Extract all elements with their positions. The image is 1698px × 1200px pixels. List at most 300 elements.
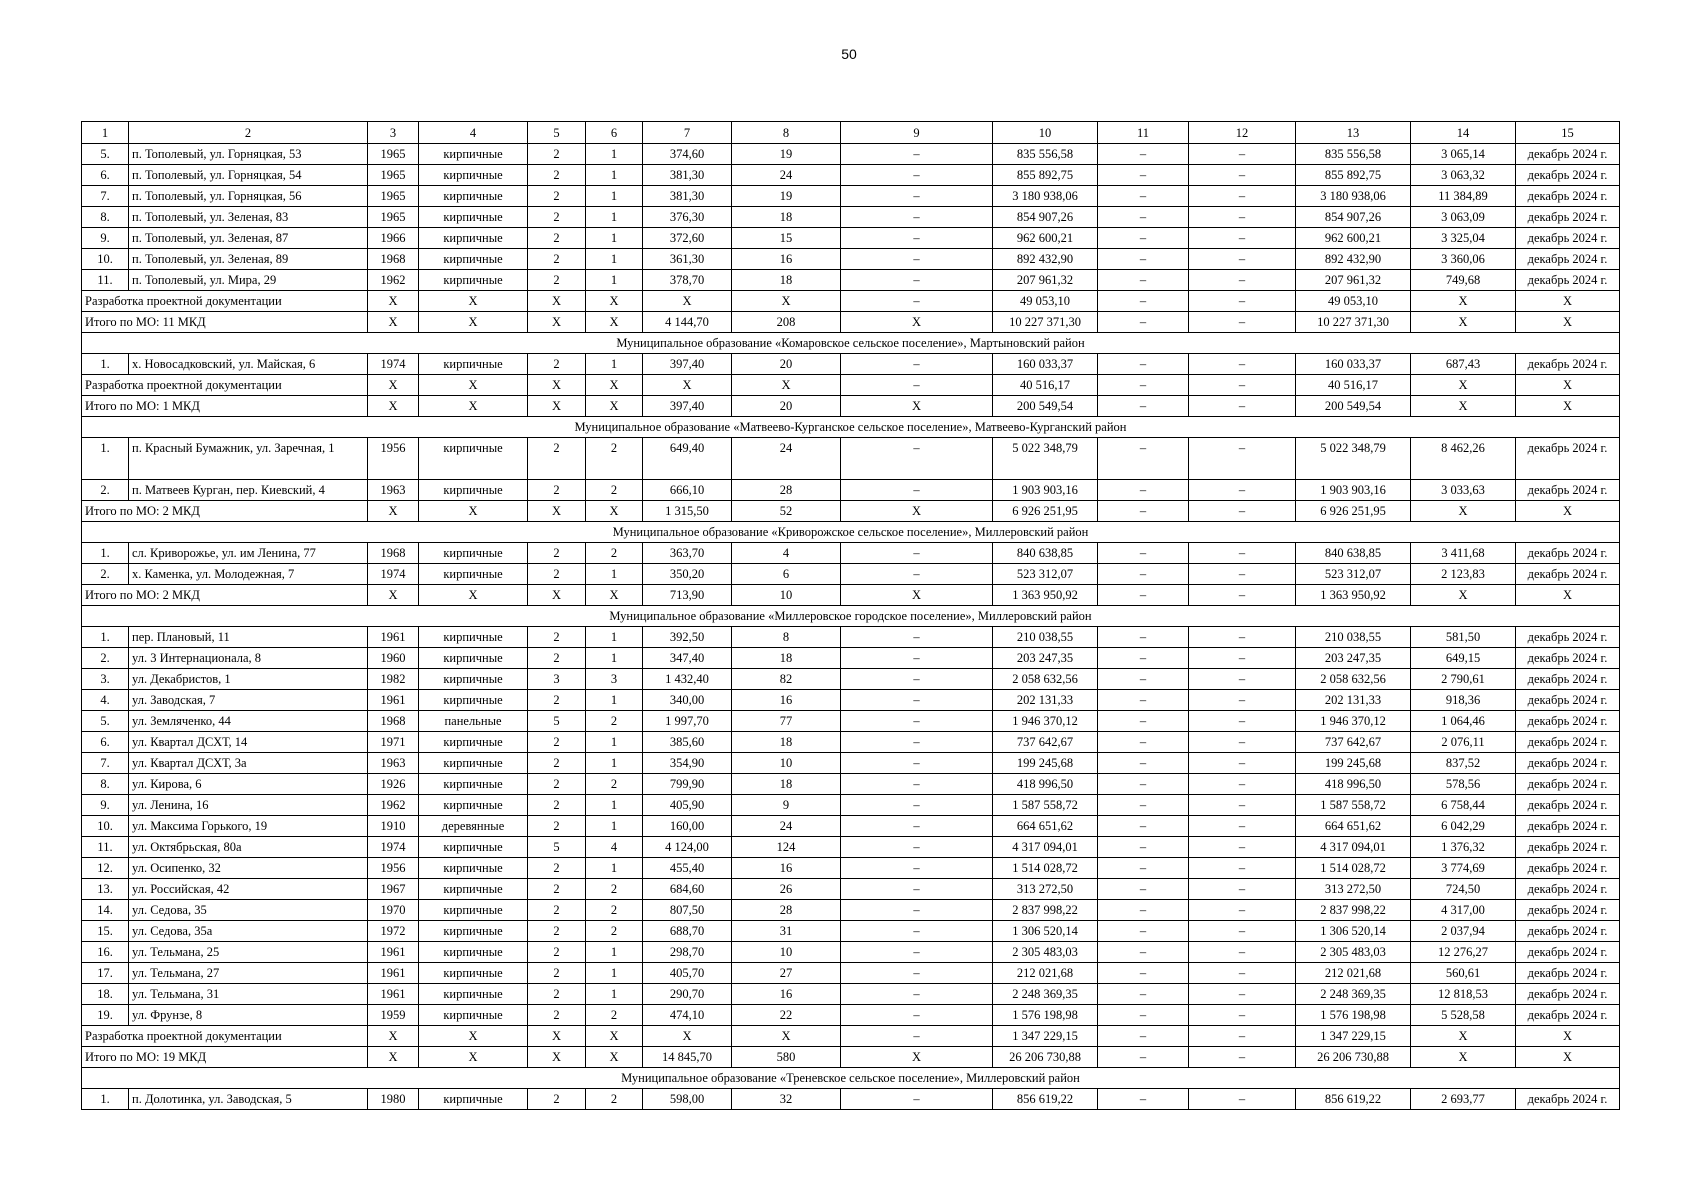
summary-value-cell: X (1516, 585, 1620, 606)
building-row (82, 669, 1620, 690)
residents-cell: 77 (732, 711, 841, 732)
area-cell: 397,40 (643, 354, 732, 375)
cost-regional-cell: 737 642,67 (1296, 732, 1411, 753)
col-11-value-cell: – (1098, 207, 1189, 228)
cost-regional-cell: 4 317 094,01 (1296, 837, 1411, 858)
residents-cell: 18 (732, 207, 841, 228)
area-cell: 405,70 (643, 963, 732, 984)
col-12-value-cell: – (1189, 648, 1296, 669)
address-cell: ул. Тельмана, 31 (129, 984, 368, 1005)
residents-cell: 20 (732, 354, 841, 375)
col-11-value-cell: – (1098, 732, 1189, 753)
entrances-cell: 1 (586, 858, 643, 879)
completion-date-cell: декабрь 2024 г. (1516, 774, 1620, 795)
summary-value-cell: 10 227 371,30 (993, 312, 1098, 333)
entrances-cell: 1 (586, 165, 643, 186)
entrances-cell: 1 (586, 753, 643, 774)
col-11-value-cell: – (1098, 711, 1189, 732)
building-row (82, 795, 1620, 816)
cost-total-cell: 664 651,62 (993, 816, 1098, 837)
col-9-value-cell: – (841, 438, 993, 480)
cost-total-cell: 418 996,50 (993, 774, 1098, 795)
completion-date-cell: декабрь 2024 г. (1516, 879, 1620, 900)
summary-value-cell: X (1516, 1026, 1620, 1047)
col-9-value-cell: – (841, 753, 993, 774)
cost-regional-cell: 840 638,85 (1296, 543, 1411, 564)
completion-date-cell: декабрь 2024 г. (1516, 900, 1620, 921)
wall-material-cell: кирпичные (419, 732, 528, 753)
building-row (82, 732, 1620, 753)
summary-value-cell: X (528, 375, 586, 396)
area-cell: 290,70 (643, 984, 732, 1005)
address-cell: сл. Криворожье, ул. им Ленина, 77 (129, 543, 368, 564)
col-9-value-cell: – (841, 837, 993, 858)
housing-registry-table (81, 121, 1620, 1110)
cost-total-cell: 1 946 370,12 (993, 711, 1098, 732)
summary-value-cell: X (368, 312, 419, 333)
floors-cell: 2 (528, 354, 586, 375)
page-number: 50 (841, 46, 857, 62)
area-cell: 666,10 (643, 480, 732, 501)
summary-value-cell: – (1189, 291, 1296, 312)
summary-value-cell: X (419, 312, 528, 333)
col-12-value-cell: – (1189, 774, 1296, 795)
col-9-value-cell: – (841, 144, 993, 165)
col-11-value-cell: – (1098, 942, 1189, 963)
completion-date-cell: декабрь 2024 г. (1516, 690, 1620, 711)
build-year-cell: 1910 (368, 816, 419, 837)
floors-cell: 2 (528, 795, 586, 816)
col-12-value-cell: – (1189, 165, 1296, 186)
col-12-value-cell: – (1189, 942, 1296, 963)
summary-label-cell: Итого по МО: 2 МКД (82, 501, 368, 522)
address-cell: п. Тополевый, ул. Зеленая, 87 (129, 228, 368, 249)
col-11-value-cell: – (1098, 858, 1189, 879)
summary-value-cell: 1 347 229,15 (993, 1026, 1098, 1047)
wall-material-cell: кирпичные (419, 774, 528, 795)
cost-total-cell: 856 619,22 (993, 1089, 1098, 1110)
entrances-cell: 2 (586, 900, 643, 921)
col-11-value-cell: – (1098, 837, 1189, 858)
row-number-cell: 1. (82, 627, 129, 648)
col-11-value-cell: – (1098, 795, 1189, 816)
municipality-section-title: Муниципальное образование «Треневское сельское поселение», Миллеровский район (82, 1068, 1620, 1089)
cost-total-cell: 855 892,75 (993, 165, 1098, 186)
col-11-value-cell: – (1098, 669, 1189, 690)
wall-material-cell: кирпичные (419, 270, 528, 291)
address-cell: х. Каменка, ул. Молодежная, 7 (129, 564, 368, 585)
row-number-cell: 6. (82, 732, 129, 753)
completion-date-cell: декабрь 2024 г. (1516, 711, 1620, 732)
cost-regional-cell: 160 033,37 (1296, 354, 1411, 375)
column-number-cell: 8 (732, 122, 841, 144)
row-number-cell: 3. (82, 669, 129, 690)
wall-material-cell: кирпичные (419, 984, 528, 1005)
building-row (82, 270, 1620, 291)
col-12-value-cell: – (1189, 1089, 1296, 1110)
entrances-cell: 1 (586, 984, 643, 1005)
summary-label-cell: Итого по МО: 11 МКД (82, 312, 368, 333)
summary-row (82, 501, 1620, 522)
cost-per-sqm-cell: 4 317,00 (1411, 900, 1516, 921)
row-number-cell: 8. (82, 207, 129, 228)
completion-date-cell: декабрь 2024 г. (1516, 543, 1620, 564)
address-cell: ул. Ленина, 16 (129, 795, 368, 816)
summary-value-cell: X (732, 1026, 841, 1047)
area-cell: 372,60 (643, 228, 732, 249)
row-number-cell: 5. (82, 711, 129, 732)
area-cell: 649,40 (643, 438, 732, 480)
completion-date-cell: декабрь 2024 г. (1516, 228, 1620, 249)
summary-value-cell: X (1516, 375, 1620, 396)
col-9-value-cell: – (841, 879, 993, 900)
cost-regional-cell: 418 996,50 (1296, 774, 1411, 795)
entrances-cell: 2 (586, 438, 643, 480)
wall-material-cell: кирпичные (419, 837, 528, 858)
wall-material-cell: кирпичные (419, 795, 528, 816)
summary-row (82, 585, 1620, 606)
summary-value-cell: 10 227 371,30 (1296, 312, 1411, 333)
row-number-cell: 11. (82, 837, 129, 858)
floors-cell: 2 (528, 879, 586, 900)
wall-material-cell: кирпичные (419, 1089, 528, 1110)
cost-total-cell: 1 576 198,98 (993, 1005, 1098, 1026)
building-row (82, 354, 1620, 375)
area-cell: 799,90 (643, 774, 732, 795)
cost-per-sqm-cell: 6 042,29 (1411, 816, 1516, 837)
cost-per-sqm-cell: 3 063,09 (1411, 207, 1516, 228)
wall-material-cell: деревянные (419, 816, 528, 837)
address-cell: п. Тополевый, ул. Зеленая, 83 (129, 207, 368, 228)
residents-cell: 4 (732, 543, 841, 564)
building-row (82, 564, 1620, 585)
entrances-cell: 1 (586, 816, 643, 837)
summary-value-cell: X (586, 501, 643, 522)
area-cell: 1 997,70 (643, 711, 732, 732)
summary-label-cell: Итого по МО: 19 МКД (82, 1047, 368, 1068)
summary-value-cell: – (1098, 396, 1189, 417)
building-row (82, 816, 1620, 837)
cost-per-sqm-cell: 6 758,44 (1411, 795, 1516, 816)
floors-cell: 2 (528, 900, 586, 921)
building-row (82, 837, 1620, 858)
build-year-cell: 1962 (368, 270, 419, 291)
wall-material-cell: кирпичные (419, 144, 528, 165)
area-cell: 688,70 (643, 921, 732, 942)
summary-value-cell: 14 845,70 (643, 1047, 732, 1068)
summary-value-cell: X (732, 291, 841, 312)
column-number-cell: 10 (993, 122, 1098, 144)
entrances-cell: 2 (586, 921, 643, 942)
summary-value-cell: 200 549,54 (993, 396, 1098, 417)
building-row (82, 1005, 1620, 1026)
summary-value-cell: X (1516, 501, 1620, 522)
summary-value-cell: X (368, 375, 419, 396)
area-cell: 160,00 (643, 816, 732, 837)
row-number-cell: 8. (82, 774, 129, 795)
summary-value-cell: X (368, 291, 419, 312)
entrances-cell: 1 (586, 186, 643, 207)
summary-value-cell: 20 (732, 396, 841, 417)
floors-cell: 2 (528, 144, 586, 165)
col-12-value-cell: – (1189, 249, 1296, 270)
summary-value-cell: 6 926 251,95 (1296, 501, 1411, 522)
wall-material-cell: панельные (419, 711, 528, 732)
floors-cell: 2 (528, 963, 586, 984)
building-row (82, 690, 1620, 711)
summary-value-cell: – (1189, 501, 1296, 522)
col-11-value-cell: – (1098, 144, 1189, 165)
col-12-value-cell: – (1189, 900, 1296, 921)
col-12-value-cell: – (1189, 984, 1296, 1005)
row-number-cell: 6. (82, 165, 129, 186)
completion-date-cell: декабрь 2024 г. (1516, 564, 1620, 585)
row-number-cell: 9. (82, 795, 129, 816)
building-row (82, 921, 1620, 942)
cost-total-cell: 2 837 998,22 (993, 900, 1098, 921)
area-cell: 354,90 (643, 753, 732, 774)
summary-row (82, 1026, 1620, 1047)
summary-label-cell: Итого по МО: 1 МКД (82, 396, 368, 417)
col-9-value-cell: – (841, 648, 993, 669)
wall-material-cell: кирпичные (419, 753, 528, 774)
area-cell: 474,10 (643, 1005, 732, 1026)
address-cell: п. Долотинка, ул. Заводская, 5 (129, 1089, 368, 1110)
summary-value-cell: 26 206 730,88 (1296, 1047, 1411, 1068)
building-row (82, 144, 1620, 165)
summary-value-cell: X (586, 375, 643, 396)
summary-label-cell: Разработка проектной документации (82, 1026, 368, 1047)
completion-date-cell: декабрь 2024 г. (1516, 438, 1620, 480)
col-11-value-cell: – (1098, 564, 1189, 585)
summary-value-cell: X (419, 501, 528, 522)
build-year-cell: 1968 (368, 543, 419, 564)
address-cell: ул. Тельмана, 25 (129, 942, 368, 963)
summary-row (82, 375, 1620, 396)
cost-total-cell: 3 180 938,06 (993, 186, 1098, 207)
col-12-value-cell: – (1189, 270, 1296, 291)
cost-per-sqm-cell: 3 774,69 (1411, 858, 1516, 879)
col-12-value-cell: – (1189, 669, 1296, 690)
cost-regional-cell: 523 312,07 (1296, 564, 1411, 585)
row-number-cell: 1. (82, 438, 129, 480)
area-cell: 455,40 (643, 858, 732, 879)
building-row (82, 207, 1620, 228)
building-row (82, 774, 1620, 795)
col-12-value-cell: – (1189, 816, 1296, 837)
col-9-value-cell: – (841, 627, 993, 648)
cost-regional-cell: 2 837 998,22 (1296, 900, 1411, 921)
building-row (82, 711, 1620, 732)
summary-value-cell: – (841, 291, 993, 312)
build-year-cell: 1961 (368, 690, 419, 711)
cost-regional-cell: 3 180 938,06 (1296, 186, 1411, 207)
col-12-value-cell: – (1189, 543, 1296, 564)
completion-date-cell: декабрь 2024 г. (1516, 648, 1620, 669)
summary-value-cell: X (1516, 312, 1620, 333)
col-12-value-cell: – (1189, 921, 1296, 942)
summary-value-cell: X (586, 291, 643, 312)
row-number-cell: 7. (82, 186, 129, 207)
col-11-value-cell: – (1098, 690, 1189, 711)
floors-cell: 2 (528, 984, 586, 1005)
wall-material-cell: кирпичные (419, 627, 528, 648)
cost-per-sqm-cell: 12 818,53 (1411, 984, 1516, 1005)
cost-per-sqm-cell: 560,61 (1411, 963, 1516, 984)
floors-cell: 2 (528, 732, 586, 753)
floors-cell: 2 (528, 921, 586, 942)
col-11-value-cell: – (1098, 270, 1189, 291)
address-cell: ул. Седова, 35а (129, 921, 368, 942)
summary-value-cell: 40 516,17 (1296, 375, 1411, 396)
col-9-value-cell: – (841, 942, 993, 963)
build-year-cell: 1970 (368, 900, 419, 921)
col-9-value-cell: – (841, 984, 993, 1005)
summary-value-cell: – (1098, 291, 1189, 312)
summary-value-cell: X (528, 1026, 586, 1047)
col-9-value-cell: – (841, 480, 993, 501)
cost-regional-cell: 1 576 198,98 (1296, 1005, 1411, 1026)
residents-cell: 27 (732, 963, 841, 984)
area-cell: 4 124,00 (643, 837, 732, 858)
col-12-value-cell: – (1189, 438, 1296, 480)
summary-value-cell: X (643, 375, 732, 396)
residents-cell: 6 (732, 564, 841, 585)
col-9-value-cell: – (841, 858, 993, 879)
cost-total-cell: 1 587 558,72 (993, 795, 1098, 816)
cost-total-cell: 199 245,68 (993, 753, 1098, 774)
build-year-cell: 1968 (368, 249, 419, 270)
municipality-section-row (82, 333, 1620, 354)
col-11-value-cell: – (1098, 816, 1189, 837)
col-11-value-cell: – (1098, 774, 1189, 795)
col-9-value-cell: – (841, 228, 993, 249)
summary-value-cell: X (528, 1047, 586, 1068)
entrances-cell: 2 (586, 711, 643, 732)
col-11-value-cell: – (1098, 354, 1189, 375)
row-number-cell: 1. (82, 543, 129, 564)
summary-value-cell: – (1098, 312, 1189, 333)
residents-cell: 28 (732, 900, 841, 921)
cost-regional-cell: 199 245,68 (1296, 753, 1411, 774)
col-9-value-cell: – (841, 921, 993, 942)
area-cell: 385,60 (643, 732, 732, 753)
col-9-value-cell: – (841, 1005, 993, 1026)
residents-cell: 16 (732, 690, 841, 711)
residents-cell: 24 (732, 816, 841, 837)
cost-regional-cell: 313 272,50 (1296, 879, 1411, 900)
summary-value-cell: X (528, 501, 586, 522)
summary-value-cell: X (586, 1047, 643, 1068)
col-9-value-cell: – (841, 564, 993, 585)
summary-value-cell: X (586, 396, 643, 417)
row-number-cell: 12. (82, 858, 129, 879)
col-11-value-cell: – (1098, 753, 1189, 774)
col-11-value-cell: – (1098, 1005, 1189, 1026)
column-number-cell: 2 (129, 122, 368, 144)
summary-value-cell: X (643, 1026, 732, 1047)
col-12-value-cell: – (1189, 837, 1296, 858)
build-year-cell: 1962 (368, 795, 419, 816)
col-12-value-cell: – (1189, 732, 1296, 753)
wall-material-cell: кирпичные (419, 165, 528, 186)
summary-value-cell: – (1098, 1047, 1189, 1068)
floors-cell: 2 (528, 753, 586, 774)
area-cell: 392,50 (643, 627, 732, 648)
residents-cell: 10 (732, 942, 841, 963)
summary-value-cell: X (1516, 396, 1620, 417)
residents-cell: 24 (732, 438, 841, 480)
cost-total-cell: 160 033,37 (993, 354, 1098, 375)
row-number-cell: 15. (82, 921, 129, 942)
summary-row (82, 312, 1620, 333)
summary-value-cell: X (419, 396, 528, 417)
cost-total-cell: 313 272,50 (993, 879, 1098, 900)
cost-total-cell: 1 903 903,16 (993, 480, 1098, 501)
floors-cell: 2 (528, 165, 586, 186)
entrances-cell: 2 (586, 1089, 643, 1110)
wall-material-cell: кирпичные (419, 690, 528, 711)
area-cell: 376,30 (643, 207, 732, 228)
summary-value-cell: 52 (732, 501, 841, 522)
cost-per-sqm-cell: 2 790,61 (1411, 669, 1516, 690)
entrances-cell: 4 (586, 837, 643, 858)
summary-value-cell: 40 516,17 (993, 375, 1098, 396)
cost-total-cell: 737 642,67 (993, 732, 1098, 753)
cost-regional-cell: 892 432,90 (1296, 249, 1411, 270)
summary-value-cell: 1 347 229,15 (1296, 1026, 1411, 1047)
address-cell: ул. 3 Интернационала, 8 (129, 648, 368, 669)
summary-value-cell: 208 (732, 312, 841, 333)
column-number-cell: 9 (841, 122, 993, 144)
column-number-cell: 7 (643, 122, 732, 144)
summary-value-cell: X (368, 585, 419, 606)
build-year-cell: 1965 (368, 165, 419, 186)
col-11-value-cell: – (1098, 480, 1189, 501)
summary-value-cell: X (586, 312, 643, 333)
col-9-value-cell: – (841, 249, 993, 270)
completion-date-cell: декабрь 2024 г. (1516, 669, 1620, 690)
building-row (82, 249, 1620, 270)
row-number-cell: 9. (82, 228, 129, 249)
residents-cell: 32 (732, 1089, 841, 1110)
address-cell: ул. Заводская, 7 (129, 690, 368, 711)
building-row (82, 648, 1620, 669)
entrances-cell: 3 (586, 669, 643, 690)
wall-material-cell: кирпичные (419, 1005, 528, 1026)
cost-per-sqm-cell: 3 063,32 (1411, 165, 1516, 186)
summary-value-cell: X (1411, 585, 1516, 606)
floors-cell: 2 (528, 228, 586, 249)
cost-total-cell: 210 038,55 (993, 627, 1098, 648)
build-year-cell: 1966 (368, 228, 419, 249)
entrances-cell: 1 (586, 207, 643, 228)
column-number-cell: 1 (82, 122, 129, 144)
cost-per-sqm-cell: 3 325,04 (1411, 228, 1516, 249)
entrances-cell: 2 (586, 543, 643, 564)
col-12-value-cell: – (1189, 795, 1296, 816)
col-9-value-cell: – (841, 711, 993, 732)
build-year-cell: 1959 (368, 1005, 419, 1026)
completion-date-cell: декабрь 2024 г. (1516, 270, 1620, 291)
completion-date-cell: декабрь 2024 г. (1516, 858, 1620, 879)
col-9-value-cell: – (841, 669, 993, 690)
entrances-cell: 1 (586, 144, 643, 165)
col-12-value-cell: – (1189, 1005, 1296, 1026)
municipality-section-title: Муниципальное образование «Криворожское сельское поселение», Миллеровский район (82, 522, 1620, 543)
summary-value-cell: X (841, 1047, 993, 1068)
floors-cell: 2 (528, 627, 586, 648)
